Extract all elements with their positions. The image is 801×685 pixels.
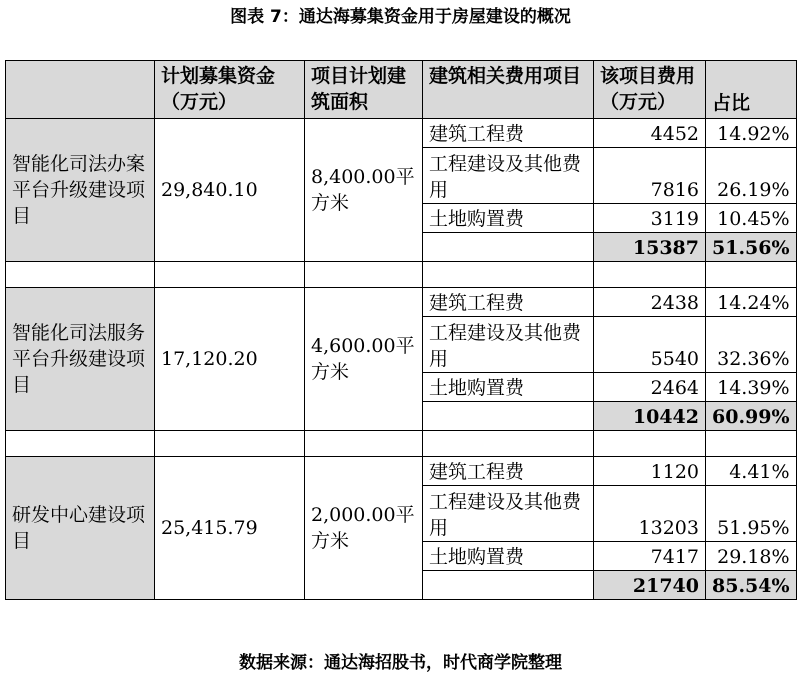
- total-cost: 15387: [594, 233, 706, 262]
- table-row: [6, 457, 797, 486]
- ratio-value: 29.18%: [706, 542, 797, 571]
- cost-item-label: 建筑工程费: [423, 457, 594, 486]
- cost-item-label: 工程建设及其他费用: [423, 317, 594, 373]
- ratio-value: 14.39%: [706, 373, 797, 402]
- project-name: 智能化司法办案平台升级建设项目: [6, 119, 155, 262]
- cost-value: 3119: [594, 204, 706, 233]
- spacer-row: [6, 431, 797, 457]
- cost-value: 2438: [594, 288, 706, 317]
- total-blank: [423, 233, 594, 262]
- data-source-note: 数据来源：通达海招股书，时代商学院整理: [239, 653, 562, 673]
- cost-item-label: 土地购置费: [423, 373, 594, 402]
- ratio-value: 10.45%: [706, 204, 797, 233]
- ratio-value: 51.95%: [706, 486, 797, 542]
- header-cost: 该项目费用（万元）: [594, 61, 706, 119]
- project-area: 2,000.00平方米: [305, 457, 423, 600]
- cost-item-label: 建筑工程费: [423, 119, 594, 148]
- total-ratio: 85.54%: [706, 571, 797, 600]
- total-blank: [423, 571, 594, 600]
- table-title: 图表 7：通达海募集资金用于房屋建设的概况: [230, 7, 571, 27]
- project-name: 智能化司法服务平台升级建设项目: [6, 288, 155, 431]
- cost-item-label: 建筑工程费: [423, 288, 594, 317]
- project-area: 8,400.00平方米: [305, 119, 423, 262]
- ratio-value: 32.36%: [706, 317, 797, 373]
- project-area: 4,600.00平方米: [305, 288, 423, 431]
- header-cost-item: 建筑相关费用项目: [423, 61, 594, 119]
- total-cost: 21740: [594, 571, 706, 600]
- cost-value: 7417: [594, 542, 706, 571]
- ratio-value: 14.92%: [706, 119, 797, 148]
- cost-value: 13203: [594, 486, 706, 542]
- table-row: [6, 119, 797, 148]
- project-name: 研发中心建设项目: [6, 457, 155, 600]
- cost-value: 2464: [594, 373, 706, 402]
- header-row: [6, 61, 797, 119]
- total-ratio: 51.56%: [706, 233, 797, 262]
- total-ratio: 60.99%: [706, 402, 797, 431]
- header-area: 项目计划建筑面积: [305, 61, 423, 119]
- cost-item-label: 工程建设及其他费用: [423, 148, 594, 204]
- ratio-value: 4.41%: [706, 457, 797, 486]
- cost-value: 5540: [594, 317, 706, 373]
- header-ratio: 占比: [706, 61, 797, 119]
- cost-value: 4452: [594, 119, 706, 148]
- cost-item-label: 工程建设及其他费用: [423, 486, 594, 542]
- project-plan: 17,120.20: [155, 288, 305, 431]
- cost-value: 7816: [594, 148, 706, 204]
- table-row: [6, 288, 797, 317]
- total-blank: [423, 402, 594, 431]
- fundraising-table: [5, 60, 797, 600]
- cost-item-label: 土地购置费: [423, 542, 594, 571]
- spacer-row: [6, 262, 797, 288]
- cost-value: 1120: [594, 457, 706, 486]
- ratio-value: 14.24%: [706, 288, 797, 317]
- project-plan: 25,415.79: [155, 457, 305, 600]
- header-blank: [6, 61, 155, 119]
- ratio-value: 26.19%: [706, 148, 797, 204]
- header-plan: 计划募集资金（万元）: [155, 61, 305, 119]
- total-cost: 10442: [594, 402, 706, 431]
- cost-item-label: 土地购置费: [423, 204, 594, 233]
- project-plan: 29,840.10: [155, 119, 305, 262]
